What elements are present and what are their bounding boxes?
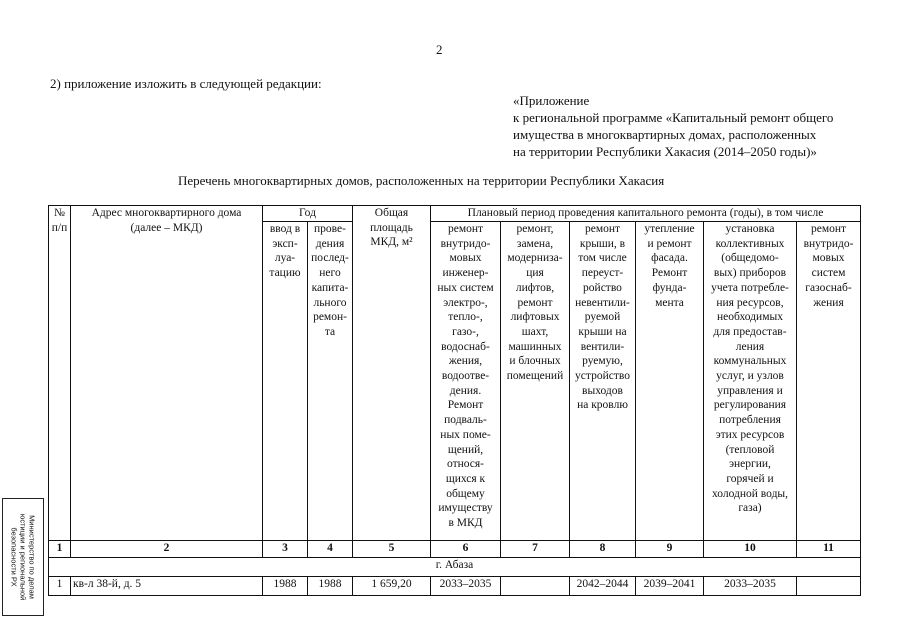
cell-lifts bbox=[501, 577, 570, 596]
appendix-line: имущества в многоквартирных домах, расположенных bbox=[513, 127, 817, 142]
header-year-last-repair: прове- дения послед- него капита- льного ремон- та bbox=[308, 222, 353, 541]
list-title: Перечень многоквартирных домов, расположенных на территории Республики Хакасия bbox=[178, 173, 665, 188]
column-number: 9 bbox=[636, 541, 704, 558]
cell-no: 1 bbox=[49, 577, 71, 596]
cell-facade: 2039–2041 bbox=[636, 577, 704, 596]
header-year-commission: ввод в эксп- луа- тацию bbox=[263, 222, 308, 541]
city-row: г. Абаза bbox=[49, 558, 861, 577]
header-address: Адрес многоквартирного дома (далее – МКД) bbox=[71, 206, 263, 541]
appendix-line: «Приложение bbox=[513, 93, 590, 108]
column-number: 4 bbox=[308, 541, 353, 558]
column-number: 1 bbox=[49, 541, 71, 558]
header-roof: ремонт крыши, в том числе переуст- ройство невентили- руемой крыши на вентили- руемую, устройство выходов на кровлю bbox=[570, 222, 636, 541]
header-no: № п/п bbox=[49, 206, 71, 541]
column-number: 11 bbox=[797, 541, 861, 558]
header-repair-systems: ремонт внутридо- мовых инженер- ных систем электро-, тепло-, газо-, водоснаб- жения, водоотве- дения. Ремонт подваль- ных поме- щений, относя- щихся к общему имуществу в МКД bbox=[431, 222, 501, 541]
appendix-line: на территории Республики Хакасия (2014–2050 годы)» bbox=[513, 144, 817, 159]
column-number: 3 bbox=[263, 541, 308, 558]
cell-meters: 2033–2035 bbox=[704, 577, 797, 596]
cell-address: кв-л 38-й, д. 5 bbox=[71, 577, 263, 596]
header-facade: утепление и ремонт фасада. Ремонт фунда- мента bbox=[636, 222, 704, 541]
cell-gas bbox=[797, 577, 861, 596]
table-row bbox=[49, 577, 861, 596]
cell-year-commission: 1988 bbox=[263, 577, 308, 596]
intro-text: 2) приложение изложить в следующей редакции: bbox=[50, 76, 322, 91]
header-meters: установка коллективных (общедомо- вых) приборов учета потребле- ния ресурсов, необходимых для предостав- ления коммунальных услуг, и узлов управления и регулирования потребления этих ресурсов (тепловой энергии, горячей и холодной воды, газа) bbox=[704, 222, 797, 541]
column-number: 8 bbox=[570, 541, 636, 558]
header-year: Год bbox=[263, 206, 353, 222]
cell-repair-systems: 2033–2035 bbox=[431, 577, 501, 596]
houses-table bbox=[48, 205, 861, 596]
cell-area: 1 659,20 bbox=[353, 577, 431, 596]
column-number: 2 bbox=[71, 541, 263, 558]
header-area: Общая площадь МКД, м² bbox=[353, 206, 431, 541]
stamp-text: Министерство по делам юстиции и региональной безопасности РХ bbox=[9, 513, 37, 601]
registration-stamp bbox=[2, 498, 44, 616]
cell-roof: 2042–2044 bbox=[570, 577, 636, 596]
header-lifts: ремонт, замена, модерниза- ция лифтов, ремонт лифтовых шахт, машинных и блочных помещений bbox=[501, 222, 570, 541]
header-gas: ремонт внутридо- мовых систем газоснаб- жения bbox=[797, 222, 861, 541]
appendix-line: к региональной программе «Капитальный ремонт общего bbox=[513, 110, 834, 125]
header-period: Плановый период проведения капитального ремонта (годы), в том числе bbox=[431, 206, 861, 222]
appendix-header bbox=[513, 92, 833, 160]
column-number: 7 bbox=[501, 541, 570, 558]
cell-year-last-repair: 1988 bbox=[308, 577, 353, 596]
column-number: 6 bbox=[431, 541, 501, 558]
page-number: 2 bbox=[436, 42, 443, 57]
column-number: 10 bbox=[704, 541, 797, 558]
column-number: 5 bbox=[353, 541, 431, 558]
